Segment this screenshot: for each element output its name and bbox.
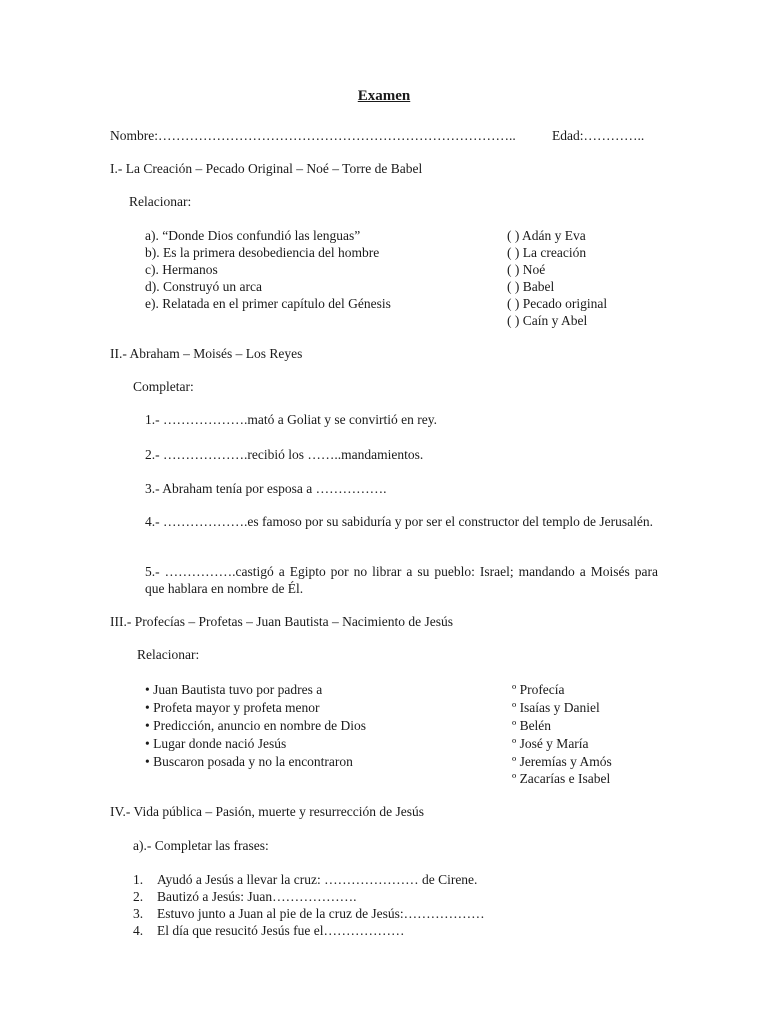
section-4-item-number: 4. [133,923,144,938]
section-1-option-4: ( ) Babel [507,279,555,294]
section-2-heading: II.- Abraham – Moisés – Los Reyes [110,346,303,361]
section-4-item-number: 3. [133,906,144,921]
section-3-item [145,735,286,752]
section-1-instruction: Relacionar: [129,194,192,209]
section-1-item-d: d). Construyó un arca [145,279,262,294]
degree-marker-icon: º [512,771,517,786]
section-3-option-text: José y María [519,736,589,751]
degree-marker-icon: º [512,754,517,769]
degree-marker-icon: º [512,736,517,751]
degree-marker-icon: º [512,718,517,733]
section-3-item-text: Juan Bautista tuvo por padres a [153,682,323,697]
nombre-field: Nombre:…………………………………………………………………….. [110,128,516,143]
section-3-item-text: Predicción, anuncio en nombre de Dios [153,718,367,733]
section-2-question-4: 4.- ……………….es famoso por su sabiduría y por ser el constructor del templo de Jerusalén. [145,514,654,529]
bullet-icon: • [145,718,150,733]
section-3-item [145,699,320,716]
section-4-item-number: 2. [133,889,144,904]
page-title: Examen [357,88,411,104]
section-3-item [145,753,353,770]
bullet-icon: • [145,736,150,751]
section-1-item-c: c). Hermanos [145,262,218,277]
section-4-item-number: 1. [133,872,144,887]
section-3-item-text: Profeta mayor y profeta menor [153,700,320,715]
section-3-option-text: Belén [519,718,552,733]
section-3-item-text: Lugar donde nació Jesús [153,736,287,751]
section-3-instruction: Relacionar: [137,647,200,662]
section-3-option-text: Isaías y Daniel [519,700,600,715]
section-2-question-2: 2.- ……………….recibió los ……..mandamientos. [145,447,424,462]
section-4-instruction: a).- Completar las frases: [133,838,269,853]
bullet-icon: • [145,700,150,715]
section-1-option-5: ( ) Pecado original [507,296,608,311]
section-1-option-3: ( ) Noé [507,262,546,277]
degree-marker-icon: º [512,700,517,715]
section-4-heading: IV.- Vida pública – Pasión, muerte y resurrección de Jesús [110,804,424,819]
bullet-icon: • [145,682,150,697]
section-1-item-a: a). “Donde Dios confundió las lenguas” [145,228,361,243]
section-3-option [512,681,565,698]
section-1-option-1: ( ) Adán y Eva [507,228,586,243]
section-2-question-5: 5.- …………….castigó a Egipto por no librar a su pueblo: Israel; mandando a Moisés para que hablara en nombre de Él. [145,564,658,596]
degree-marker-icon: º [512,682,517,697]
section-2-question-3: 3.- Abraham tenía por esposa a ……………. [145,481,387,496]
section-3-option [512,699,600,716]
section-3-heading: III.- Profecías – Profetas – Juan Bautista – Nacimiento de Jesús [110,614,454,629]
section-3-option-text: Profecía [519,682,565,697]
section-3-option-text: Jeremías y Amós [519,754,612,769]
section-1-item-e: e). Relatada en el primer capítulo del Génesis [145,296,391,311]
section-4-item-text: Estuvo junto a Juan al pie de la cruz de Jesús:……………… [157,906,485,921]
bullet-icon: • [145,754,150,769]
section-4-item-text: Bautizó a Jesús: Juan………………. [157,889,357,904]
section-3-option-text: Zacarías e Isabel [519,771,611,786]
section-2-instruction: Completar: [133,379,194,394]
edad-field: Edad:………….. [552,128,645,143]
section-3-option [512,753,612,770]
section-3-option [512,770,610,787]
section-1-item-b: b). Es la primera desobediencia del hombre [145,245,380,260]
section-1-option-6: ( ) Caín y Abel [507,313,588,328]
section-4-item-text: Ayudó a Jesús a llevar la cruz: ………………… de Cirene. [157,872,478,887]
section-2-question-1: 1.- ……………….mató a Goliat y se convirtió en rey. [145,412,437,427]
section-4-item-text: El día que resucitó Jesús fue el……………… [157,923,405,938]
section-3-option [512,735,589,752]
section-1-heading: I.- La Creación – Pecado Original – Noé – Torre de Babel [110,161,423,176]
section-1-option-2: ( ) La creación [507,245,587,260]
section-3-item-text: Buscaron posada y no la encontraron [153,754,353,769]
section-3-option [512,717,551,734]
section-3-item [145,717,366,734]
section-3-item [145,681,322,698]
